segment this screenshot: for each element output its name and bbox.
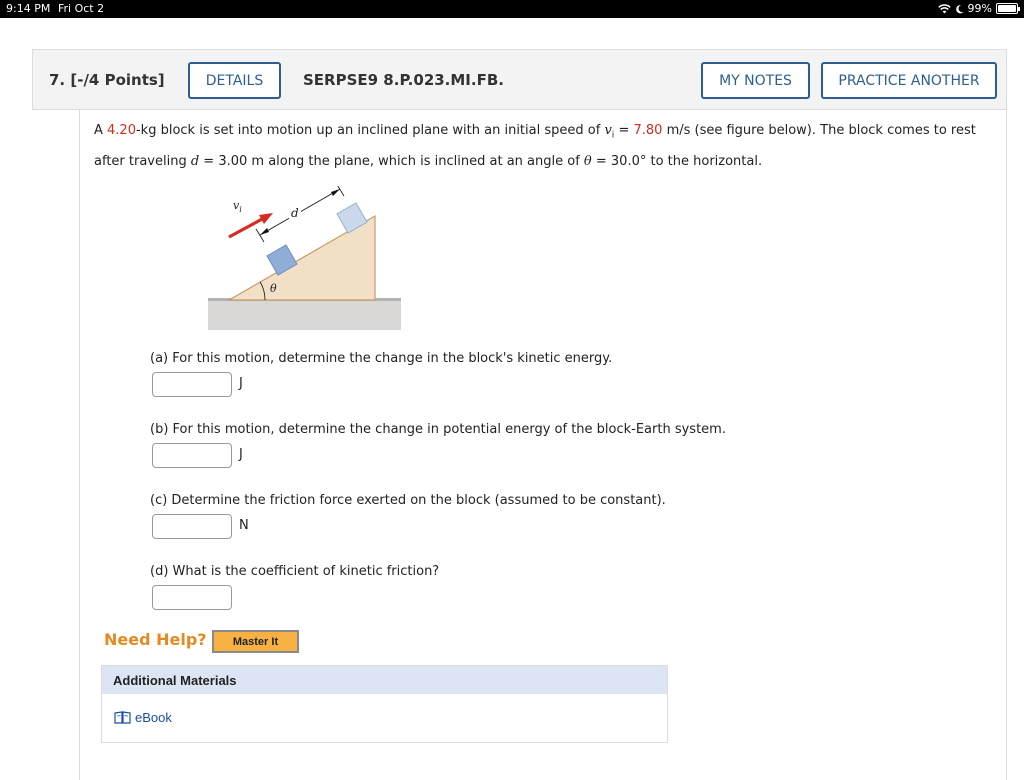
vi-label: $v_i$ bbox=[233, 199, 242, 214]
status-time: 9:14 PM bbox=[6, 2, 50, 15]
master-it-button[interactable]: Master It bbox=[212, 630, 299, 653]
d-label: d bbox=[291, 206, 299, 220]
part-a-input[interactable] bbox=[152, 372, 232, 397]
ebook-link[interactable] bbox=[114, 710, 172, 725]
question-code: SERPSE9 8.P.023.MI.FB. bbox=[303, 71, 504, 89]
question-header bbox=[32, 49, 1007, 110]
additional-materials bbox=[101, 665, 668, 743]
part-b-unit: J bbox=[239, 447, 243, 462]
wifi-icon bbox=[938, 4, 951, 14]
part-b-text: (b) For this motion, determine the change in potential energy of the block-Earth system. bbox=[150, 422, 726, 437]
question-body bbox=[79, 110, 1007, 780]
speed-value: 7.80 bbox=[633, 123, 662, 138]
practice-another-button[interactable]: PRACTICE ANOTHER bbox=[821, 62, 997, 99]
part-a-unit: J bbox=[239, 376, 243, 391]
mass-value: 4.20 bbox=[107, 123, 136, 138]
status-bar bbox=[0, 0, 1024, 18]
need-help-label: Need Help? bbox=[104, 630, 207, 649]
book-icon bbox=[114, 711, 131, 724]
problem-statement: A 4.20-kg block is set into motion up an inclined plane with an initial speed of $v_i = 7.80$ m/s (see figure below). The block comes to rest after traveling d = 3.00 m along the plane, which is inclined at an angle of θ = 30.0° to the horizontal. bbox=[94, 118, 994, 174]
part-c-text: (c) Determine the friction force exerted on the block (assumed to be constant). bbox=[150, 493, 666, 508]
theta-label: θ bbox=[270, 282, 277, 295]
battery-icon bbox=[996, 3, 1018, 14]
ebook-label[interactable]: eBook bbox=[135, 710, 172, 725]
my-notes-button[interactable]: MY NOTES bbox=[701, 62, 810, 99]
details-button[interactable]: DETAILS bbox=[188, 62, 281, 99]
part-b-input[interactable] bbox=[152, 443, 232, 468]
battery-percent: 99% bbox=[968, 2, 992, 15]
ground bbox=[208, 300, 401, 330]
question-number: 7. [-/4 Points] bbox=[49, 71, 165, 89]
materials-header: Additional Materials bbox=[102, 666, 667, 694]
part-a-text: (a) For this motion, determine the change in the block's kinetic energy. bbox=[150, 351, 612, 366]
status-right bbox=[938, 2, 1018, 15]
moon-icon bbox=[955, 4, 964, 14]
part-c-input[interactable] bbox=[152, 514, 232, 539]
status-date: Fri Oct 2 bbox=[58, 2, 104, 15]
part-c-unit: N bbox=[239, 518, 249, 533]
incline-figure bbox=[207, 186, 407, 336]
part-d-input[interactable] bbox=[152, 585, 232, 610]
part-d-text: (d) What is the coefficient of kinetic friction? bbox=[150, 564, 439, 579]
